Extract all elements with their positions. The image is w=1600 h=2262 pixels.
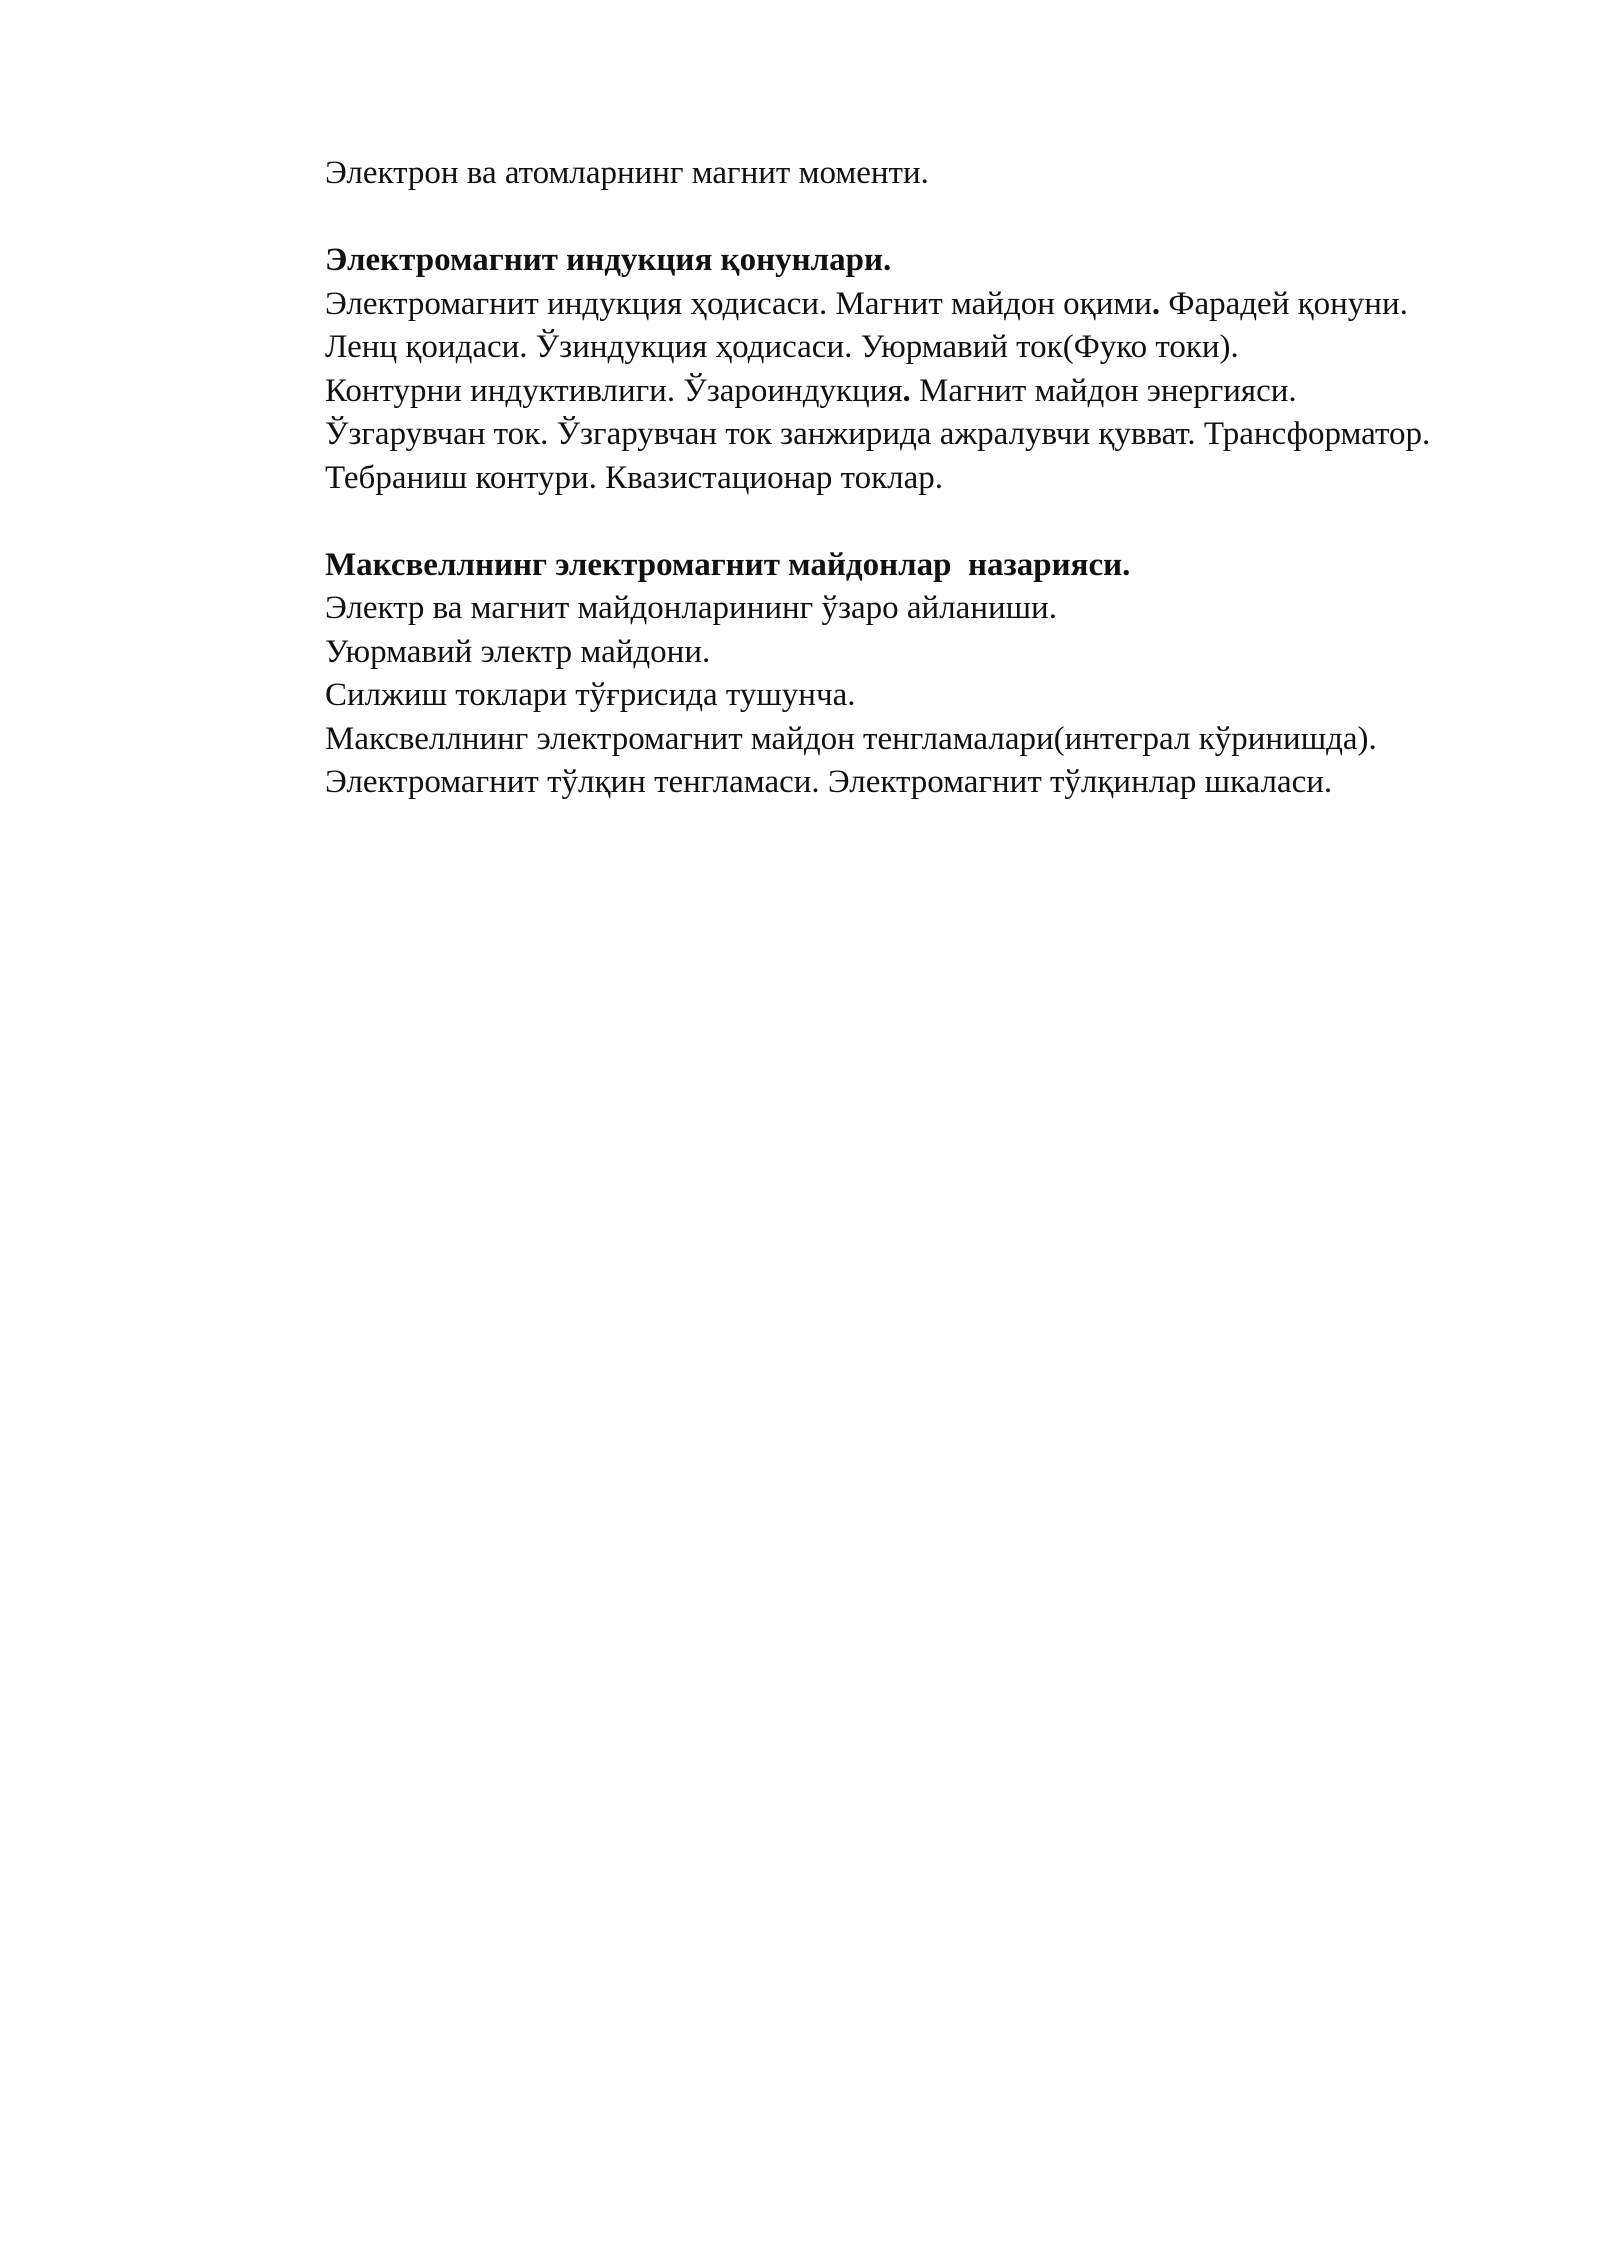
paragraph-inductance [228, 370, 1485, 414]
paragraph-wave-equation: Электромагнит тўлқин тенгламаси. Электромагнит тўлқинлар шкаласи. [325, 764, 1333, 800]
paragraph-lenz: Ленц қоидаси. Ўзиндукция ҳодисаси. Уюрмавий ток(Фуко токи). [325, 329, 1239, 365]
document-body [228, 152, 1485, 805]
bold-period: . [1151, 285, 1161, 322]
paragraph-maxwell-equations: Максвеллнинг электромагнит майдон тенгламалари(интеграл кўринишда). [325, 720, 1377, 757]
paragraph-text: Электромагнит индукция ҳодисаси. Магнит майдон оқими [325, 285, 1152, 322]
section-heading-induction: Электромагнит индукция қонунлари. [325, 242, 892, 278]
section-heading-maxwell: Максвеллнинг электромагнит майдонлар назарияси. [325, 546, 1131, 583]
paragraph-faraday [228, 283, 1485, 327]
intro-paragraph: Электрон ва атомларнинг магнит моменти. [325, 155, 929, 191]
paragraph-vortex-field: Уюрмавий электр майдони. [325, 633, 711, 670]
paragraph-text: Контурни индуктивлиги. Ўзароиндукция [325, 372, 903, 409]
paragraph-field-transformation: Электр ва магнит майдонларининг ўзаро айланиши. [325, 590, 1057, 626]
paragraph-text: Фарадей қонуни. [1160, 285, 1408, 322]
paragraph-displacement-current: Силжиш токлари тўғрисида тушунча. [325, 677, 856, 713]
spacer [228, 196, 1485, 240]
paragraph-text: Магнит майдон энергияси. [910, 372, 1297, 409]
paragraph-oscillation: Тебраниш контури. Квазистационар токлар. [325, 459, 944, 496]
paragraph-alternating-current: Ўзгарувчан ток. Ўзгарувчан ток занжирида ажралувчи қувват. Трансформатор. [325, 416, 1431, 452]
spacer [228, 500, 1485, 544]
bold-period: . [902, 372, 911, 409]
